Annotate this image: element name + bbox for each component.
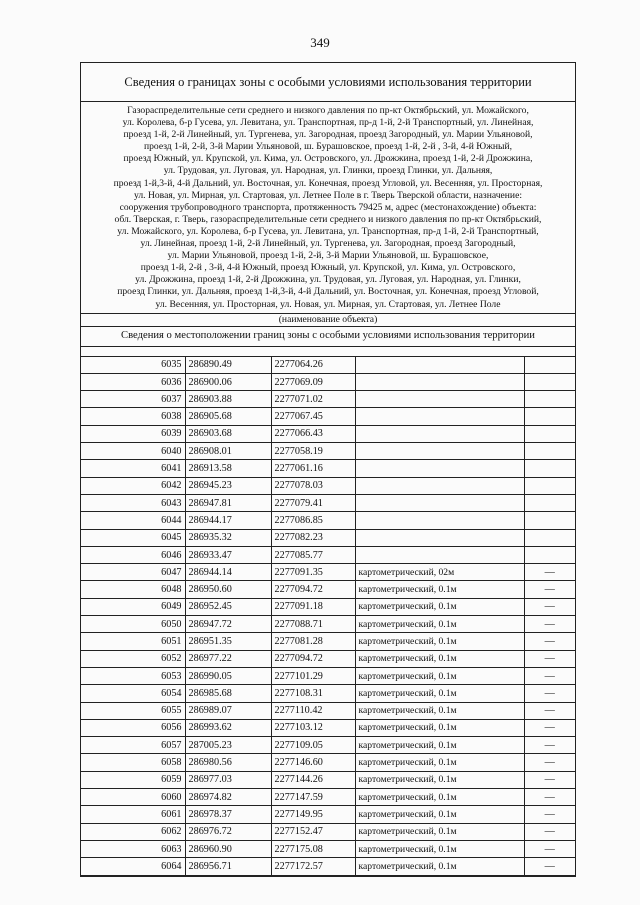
point-number-cell: 6054 [81, 685, 185, 702]
table-row [81, 581, 575, 598]
x-coordinate-cell: 287005.23 [185, 737, 271, 754]
method-accuracy-cell: картометрический, 0.1м [355, 685, 524, 702]
description-cell: — [524, 840, 575, 857]
method-accuracy-cell: картометрический, 0.1м [355, 840, 524, 857]
method-accuracy-cell: картометрический, 0.1м [355, 616, 524, 633]
method-accuracy-cell: картометрический, 0.1м [355, 737, 524, 754]
table-row [81, 771, 575, 788]
y-coordinate-cell: 2277172.57 [271, 858, 355, 875]
description-cell: — [524, 564, 575, 581]
method-accuracy-cell: картометрический, 0.1м [355, 598, 524, 615]
method-accuracy-cell: картометрический, 0.1м [355, 858, 524, 875]
description-cell: — [524, 685, 575, 702]
method-accuracy-cell: картометрический, 0.1м [355, 633, 524, 650]
y-coordinate-cell: 2277175.08 [271, 840, 355, 857]
y-coordinate-cell: 2277079.41 [271, 494, 355, 511]
method-accuracy-cell [355, 391, 524, 408]
point-number-cell: 6038 [81, 408, 185, 425]
x-coordinate-cell: 286990.05 [185, 667, 271, 684]
method-accuracy-cell [355, 546, 524, 563]
description-cell [524, 391, 575, 408]
point-number-cell: 6058 [81, 754, 185, 771]
description-cell: — [524, 806, 575, 823]
y-coordinate-cell: 2277144.26 [271, 771, 355, 788]
form-title: Сведения о границах зоны с особыми условиями использования территории [81, 63, 575, 102]
y-coordinate-cell: 2277058.19 [271, 443, 355, 460]
point-number-cell: 6059 [81, 771, 185, 788]
table-row [81, 408, 575, 425]
y-coordinate-cell: 2277064.26 [271, 356, 355, 373]
table-row [81, 616, 575, 633]
y-coordinate-cell: 2277101.29 [271, 667, 355, 684]
y-coordinate-cell: 2277088.71 [271, 616, 355, 633]
description-cell [524, 408, 575, 425]
description-cell: — [524, 650, 575, 667]
description-cell [524, 512, 575, 529]
method-accuracy-cell: картометрический, 0.1м [355, 581, 524, 598]
x-coordinate-cell: 286944.17 [185, 512, 271, 529]
description-cell: — [524, 737, 575, 754]
y-coordinate-cell: 2277147.59 [271, 789, 355, 806]
description-cell: — [524, 598, 575, 615]
table-row [81, 650, 575, 667]
point-number-cell: 6042 [81, 477, 185, 494]
x-coordinate-cell: 286913.58 [185, 460, 271, 477]
y-coordinate-cell: 2277109.05 [271, 737, 355, 754]
table-row [81, 633, 575, 650]
x-coordinate-cell: 286976.72 [185, 823, 271, 840]
x-coordinate-cell: 286993.62 [185, 719, 271, 736]
point-number-cell: 6060 [81, 789, 185, 806]
x-coordinate-cell: 286903.68 [185, 425, 271, 442]
table-row [81, 598, 575, 615]
description-cell: — [524, 633, 575, 650]
table-row [81, 529, 575, 546]
x-coordinate-cell: 286933.47 [185, 546, 271, 563]
table-header-spacer [81, 347, 575, 356]
y-coordinate-cell: 2277069.09 [271, 373, 355, 390]
description-cell [524, 529, 575, 546]
object-description: Газораспределительные сети среднего и низкого давления по пр-кт Октябрьский, ул. Можайского, ул. Королева, б-р Гусева, ул. Левитана, ул. Транспортная, пр-д 1-й, 2-й Транспортный, ул. Линейная, проезд 1-й, 2-й Линейный, ул. Тургенева, ул. Загородная, проезд Загородный, ул. Марии Ульяновой, проезд 1-й, 2-й, 3-й Марии Ульяновой, ш. Бурашовское, проезд 1-й, 2-й , 3-й, 4-й Южный, проезд Южный, ул. Крупской, ул. Кима, ул. Островского, ул. Дрожжина, проезд 1-й, 2-й Дрожжина, ул. Трудовая, ул. Луговая, ул. Народная, ул. Глинки, проезд Глинки, ул. Дальняя, проезд 1-й,3-й, 4-й Дальний, ул. Восточная, ул. Конечная, проезд Угловой, ул. Весенняя, ул. Просторная, ул. Новая, ул. Мирная, ул. Стартовая, ул. Летнее Поле в г. Тверь Тверской области, назначение: сооружения трубопроводного транспорта, протяженность 79425 м, адрес (местонахождение) объекта: обл. Тверская, г. Тверь, газораспределительные сети среднего и низкого давления по пр-кт Октябрьский, ул. Можайского, ул. Королева, б-р Гусева, ул. Левитана, ул. Транспортная, пр-д 1-й, 2-й Транспортный, ул. Линейная, проезд 1-й, 2-й Линейный, ул. Тургенева, ул. Загородная, проезд Загородный, ул. Марии Ульяновой, проезд 1-й, 2-й, 3-й Марии Ульяновой, ш. Бурашовское, проезд 1-й, 2-й , 3-й, 4-й Южный, проезд Южный, ул. Крупской, ул. Кима, ул. Островского, ул. Дрожжина, проезд 1-й, 2-й Дрожжина, ул. Трудовая, ул. Луговая, ул. Народная, ул. Глинки, проезд Глинки, ул. Дальняя, проезд 1-й,3-й, 4-й Дальний, ул. Восточная, ул. Конечная, проезд Угловой, ул. Весенняя, ул. Просторная, ул. Новая, ул. Мирная, ул. Стартовая, ул. Летнее Поле [81, 102, 575, 314]
point-number-cell: 6050 [81, 616, 185, 633]
x-coordinate-cell: 286960.90 [185, 840, 271, 857]
method-accuracy-cell: картометрический, 02м [355, 564, 524, 581]
y-coordinate-cell: 2277108.31 [271, 685, 355, 702]
table-row [81, 391, 575, 408]
table-row [81, 373, 575, 390]
method-accuracy-cell: картометрический, 0.1м [355, 702, 524, 719]
description-cell [524, 373, 575, 390]
table-row [81, 443, 575, 460]
description-cell: — [524, 789, 575, 806]
y-coordinate-cell: 2277091.35 [271, 564, 355, 581]
table-row [81, 667, 575, 684]
description-cell: — [524, 771, 575, 788]
y-coordinate-cell: 2277061.16 [271, 460, 355, 477]
table-row [81, 494, 575, 511]
description-cell [524, 494, 575, 511]
x-coordinate-cell: 286978.37 [185, 806, 271, 823]
page-number: 349 [310, 35, 330, 50]
table-row [81, 512, 575, 529]
method-accuracy-cell: картометрический, 0.1м [355, 771, 524, 788]
method-accuracy-cell [355, 477, 524, 494]
method-accuracy-cell: картометрический, 0.1м [355, 806, 524, 823]
description-cell [524, 477, 575, 494]
description-cell: — [524, 754, 575, 771]
point-number-cell: 6057 [81, 737, 185, 754]
y-coordinate-cell: 2277067.45 [271, 408, 355, 425]
description-cell: — [524, 702, 575, 719]
coordinates-table-body [81, 356, 575, 875]
description-cell: — [524, 667, 575, 684]
x-coordinate-cell: 286945.23 [185, 477, 271, 494]
description-cell [524, 425, 575, 442]
x-coordinate-cell: 286980.56 [185, 754, 271, 771]
point-number-cell: 6045 [81, 529, 185, 546]
table-row [81, 806, 575, 823]
description-cell [524, 546, 575, 563]
method-accuracy-cell: картометрический, 0.1м [355, 667, 524, 684]
y-coordinate-cell: 2277066.43 [271, 425, 355, 442]
table-row [81, 564, 575, 581]
x-coordinate-cell: 286989.07 [185, 702, 271, 719]
table-row [81, 546, 575, 563]
y-coordinate-cell: 2277152.47 [271, 823, 355, 840]
y-coordinate-cell: 2277094.72 [271, 650, 355, 667]
y-coordinate-cell: 2277086.85 [271, 512, 355, 529]
method-accuracy-cell [355, 529, 524, 546]
method-accuracy-cell: картометрический, 0.1м [355, 754, 524, 771]
table-row [81, 754, 575, 771]
point-number-cell: 6040 [81, 443, 185, 460]
method-accuracy-cell [355, 373, 524, 390]
table-row [81, 460, 575, 477]
table-row [81, 823, 575, 840]
x-coordinate-cell: 286903.88 [185, 391, 271, 408]
table-row [81, 840, 575, 857]
x-coordinate-cell: 286947.81 [185, 494, 271, 511]
method-accuracy-cell [355, 408, 524, 425]
method-accuracy-cell [355, 512, 524, 529]
table-row [81, 702, 575, 719]
x-coordinate-cell: 286974.82 [185, 789, 271, 806]
point-number-cell: 6041 [81, 460, 185, 477]
y-coordinate-cell: 2277110.42 [271, 702, 355, 719]
x-coordinate-cell: 286985.68 [185, 685, 271, 702]
point-number-cell: 6043 [81, 494, 185, 511]
x-coordinate-cell: 286977.22 [185, 650, 271, 667]
y-coordinate-cell: 2277149.95 [271, 806, 355, 823]
table-row [81, 719, 575, 736]
x-coordinate-cell: 286908.01 [185, 443, 271, 460]
x-coordinate-cell: 286900.06 [185, 373, 271, 390]
point-number-cell: 6052 [81, 650, 185, 667]
point-number-cell: 6035 [81, 356, 185, 373]
point-number-cell: 6053 [81, 667, 185, 684]
description-cell: — [524, 581, 575, 598]
x-coordinate-cell: 286944.14 [185, 564, 271, 581]
description-cell [524, 443, 575, 460]
method-accuracy-cell: картометрический, 0.1м [355, 719, 524, 736]
y-coordinate-cell: 2277091.18 [271, 598, 355, 615]
table-row [81, 858, 575, 875]
y-coordinate-cell: 2277082.23 [271, 529, 355, 546]
method-accuracy-cell: картометрический, 0.1м [355, 789, 524, 806]
point-number-cell: 6036 [81, 373, 185, 390]
method-accuracy-cell [355, 460, 524, 477]
x-coordinate-cell: 286947.72 [185, 616, 271, 633]
x-coordinate-cell: 286890.49 [185, 356, 271, 373]
method-accuracy-cell [355, 356, 524, 373]
point-number-cell: 6037 [81, 391, 185, 408]
x-coordinate-cell: 286935.32 [185, 529, 271, 546]
point-number-cell: 6063 [81, 840, 185, 857]
zone-boundary-form [80, 62, 576, 877]
table-row [81, 737, 575, 754]
method-accuracy-cell [355, 443, 524, 460]
description-cell: — [524, 823, 575, 840]
description-cell [524, 356, 575, 373]
object-name-caption: (наименование объекта) [81, 314, 575, 327]
table-row [81, 425, 575, 442]
x-coordinate-cell: 286905.68 [185, 408, 271, 425]
y-coordinate-cell: 2277078.03 [271, 477, 355, 494]
point-number-cell: 6056 [81, 719, 185, 736]
table-row [81, 477, 575, 494]
point-number-cell: 6061 [81, 806, 185, 823]
description-cell: — [524, 858, 575, 875]
point-number-cell: 6047 [81, 564, 185, 581]
point-number-cell: 6048 [81, 581, 185, 598]
method-accuracy-cell: картометрический, 0.1м [355, 650, 524, 667]
method-accuracy-cell: картометрический, 0.1м [355, 823, 524, 840]
section-title: Сведения о местоположении границ зоны с особыми условиями использования территории [81, 327, 575, 347]
description-cell: — [524, 719, 575, 736]
y-coordinate-cell: 2277103.12 [271, 719, 355, 736]
point-number-cell: 6062 [81, 823, 185, 840]
point-number-cell: 6044 [81, 512, 185, 529]
point-number-cell: 6051 [81, 633, 185, 650]
description-cell: — [524, 616, 575, 633]
y-coordinate-cell: 2277146.60 [271, 754, 355, 771]
point-number-cell: 6046 [81, 546, 185, 563]
table-row [81, 789, 575, 806]
x-coordinate-cell: 286977.03 [185, 771, 271, 788]
y-coordinate-cell: 2277085.77 [271, 546, 355, 563]
table-row [81, 685, 575, 702]
point-number-cell: 6049 [81, 598, 185, 615]
description-cell [524, 460, 575, 477]
point-number-cell: 6064 [81, 858, 185, 875]
point-number-cell: 6039 [81, 425, 185, 442]
y-coordinate-cell: 2277094.72 [271, 581, 355, 598]
x-coordinate-cell: 286950.60 [185, 581, 271, 598]
y-coordinate-cell: 2277071.02 [271, 391, 355, 408]
x-coordinate-cell: 286951.35 [185, 633, 271, 650]
coordinates-table [81, 356, 575, 876]
y-coordinate-cell: 2277081.28 [271, 633, 355, 650]
method-accuracy-cell [355, 494, 524, 511]
table-row [81, 356, 575, 373]
point-number-cell: 6055 [81, 702, 185, 719]
method-accuracy-cell [355, 425, 524, 442]
x-coordinate-cell: 286952.45 [185, 598, 271, 615]
x-coordinate-cell: 286956.71 [185, 858, 271, 875]
